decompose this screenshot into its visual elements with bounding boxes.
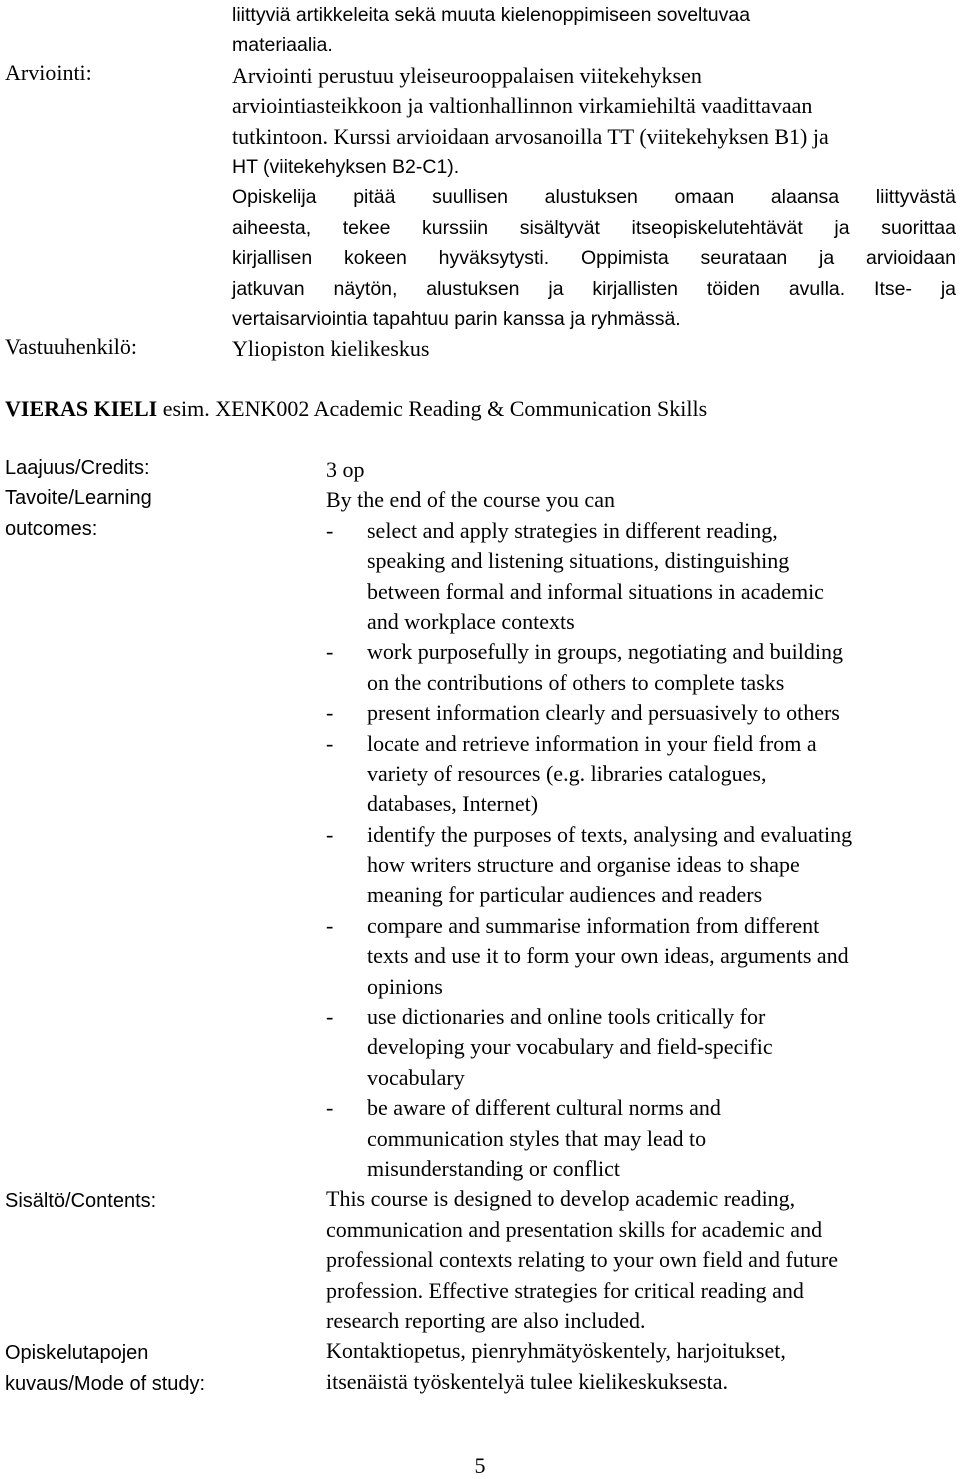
dash-bullet: - [326, 639, 334, 665]
list-item-line: and workplace contexts [367, 608, 575, 634]
vastuuhenkilo-label: Vastuuhenkilö: [5, 334, 137, 359]
body-line: aiheesta, tekee kurssiin sisältyvät itseopiskelutehtävät ja suorittaa [232, 216, 956, 239]
body-line: vertaisarviointia tapahtuu parin kanssa ja ryhmässä. [232, 307, 681, 330]
list-item-line: be aware of different cultural norms and [367, 1095, 721, 1121]
list-item-line: meaning for particular audiences and readers [367, 882, 763, 908]
list-item-line: compare and summarise information from different [367, 912, 820, 938]
list-item-line: on the contributions of others to complete tasks [367, 669, 785, 695]
dash-bullet: - [326, 730, 334, 756]
list-item-line: misunderstanding or conflict [367, 1155, 620, 1181]
list-item-line: communication styles that may lead to [367, 1125, 707, 1151]
body-line: arviointiasteikkoon ja valtionhallinnon virkamiehiltä vaadittavaan [232, 93, 813, 119]
list-item-line: present information clearly and persuasively to others [367, 700, 840, 726]
dash-bullet: - [326, 700, 334, 726]
dash-bullet: - [326, 1095, 334, 1121]
list-item-line: identify the purposes of texts, analysing and evaluating [367, 821, 853, 847]
contents-line: profession. Effective strategies for critical reading and [326, 1277, 804, 1303]
page-number: 5 [474, 1453, 486, 1478]
mode-label-line2: kuvaus/Mode of study: [5, 1373, 206, 1395]
contents-line: research reporting are also included. [326, 1307, 646, 1333]
dash-bullet: - [326, 821, 334, 847]
list-item [326, 516, 956, 638]
list-item-line: vocabulary [367, 1064, 465, 1090]
mode-label-line1: Opiskelutapojen [5, 1342, 149, 1364]
list-item [326, 1002, 956, 1093]
body-line: liittyviä artikkeleita sekä muuta kielenoppimiseen soveltuvaa [232, 4, 751, 26]
credits-label: Laajuus/Credits: [5, 457, 150, 479]
list-item-line: speaking and listening situations, distinguishing [367, 548, 790, 574]
list-item-line: select and apply strategies in different reading, [367, 517, 778, 543]
list-item [326, 820, 956, 911]
body-line: Arviointi perustuu yleiseurooppalaisen viitekehyksen [232, 62, 702, 88]
list-item-line: variety of resources (e.g. libraries catalogues, [367, 760, 767, 786]
contents-line: communication and presentation skills for academic and [326, 1216, 823, 1242]
mode-line: Kontaktiopetus, pienryhmätyöskentely, harjoitukset, [326, 1338, 786, 1364]
list-item [326, 637, 956, 698]
list-item-line: work purposefully in groups, negotiating and building [367, 639, 843, 665]
list-item-line: opinions [367, 973, 443, 999]
list-item-line: locate and retrieve information in your field from a [367, 730, 817, 756]
dash-bullet: - [326, 1004, 334, 1030]
course-heading [5, 396, 707, 422]
contents-label: Sisältö/Contents: [5, 1190, 157, 1212]
dash-bullet: - [326, 912, 334, 938]
body-line: kirjallisen kokeen hyväksytysti. Oppimista seurataan ja arvioidaan [232, 247, 956, 270]
list-item-line: between formal and informal situations in academic [367, 578, 824, 604]
responsible-unit: Yliopiston kielikeskus [232, 336, 430, 362]
dash-bullet: - [326, 517, 334, 543]
body-line: tutkintoon. Kurssi arvioidaan arvosanoilla TT (viitekehyksen B1) ja [232, 123, 829, 149]
list-item [326, 729, 956, 820]
arviointi-label: Arviointi: [5, 60, 92, 85]
contents-line: This course is designed to develop academic reading, [326, 1186, 796, 1212]
body-line: HT (viitekehyksen B2-C1). [232, 155, 460, 178]
list-item [326, 698, 956, 728]
mode-line: itsenäistä työskentelyä tulee kielikeskuksesta. [326, 1368, 729, 1394]
list-item-line: developing your vocabulary and field-specific [367, 1034, 773, 1060]
course-heading-rest: esim. XENK002 Academic Reading & Communication Skills [157, 396, 708, 421]
top-section-text [232, 0, 956, 365]
body-line: materiaalia. [232, 34, 333, 57]
outcomes-label-line2: outcomes: [5, 518, 98, 540]
list-item-line: use dictionaries and online tools critically for [367, 1004, 766, 1030]
list-item-line: databases, Internet) [367, 791, 539, 817]
list-item [326, 1093, 956, 1184]
body-line: Opiskelija pitää suullisen alustuksen omaan alaansa liittyvästä [232, 186, 956, 209]
contents-line: professional contexts relating to your own field and future [326, 1247, 838, 1273]
credits-value: 3 op [326, 457, 365, 482]
list-item-line: texts and use it to form your own ideas, arguments and [367, 943, 849, 969]
list-item [326, 911, 956, 1002]
course-heading-bold: VIERAS KIELI [5, 396, 158, 421]
outcomes-intro: By the end of the course you can [326, 487, 615, 513]
outcomes-section [326, 455, 956, 1397]
list-item-line: how writers structure and organise ideas to shape [367, 852, 800, 878]
outcomes-label-line1: Tavoite/Learning [5, 487, 152, 509]
body-line: jatkuvan näytön, alustuksen ja kirjallisten töiden avulla. Itse- ja [232, 277, 956, 300]
